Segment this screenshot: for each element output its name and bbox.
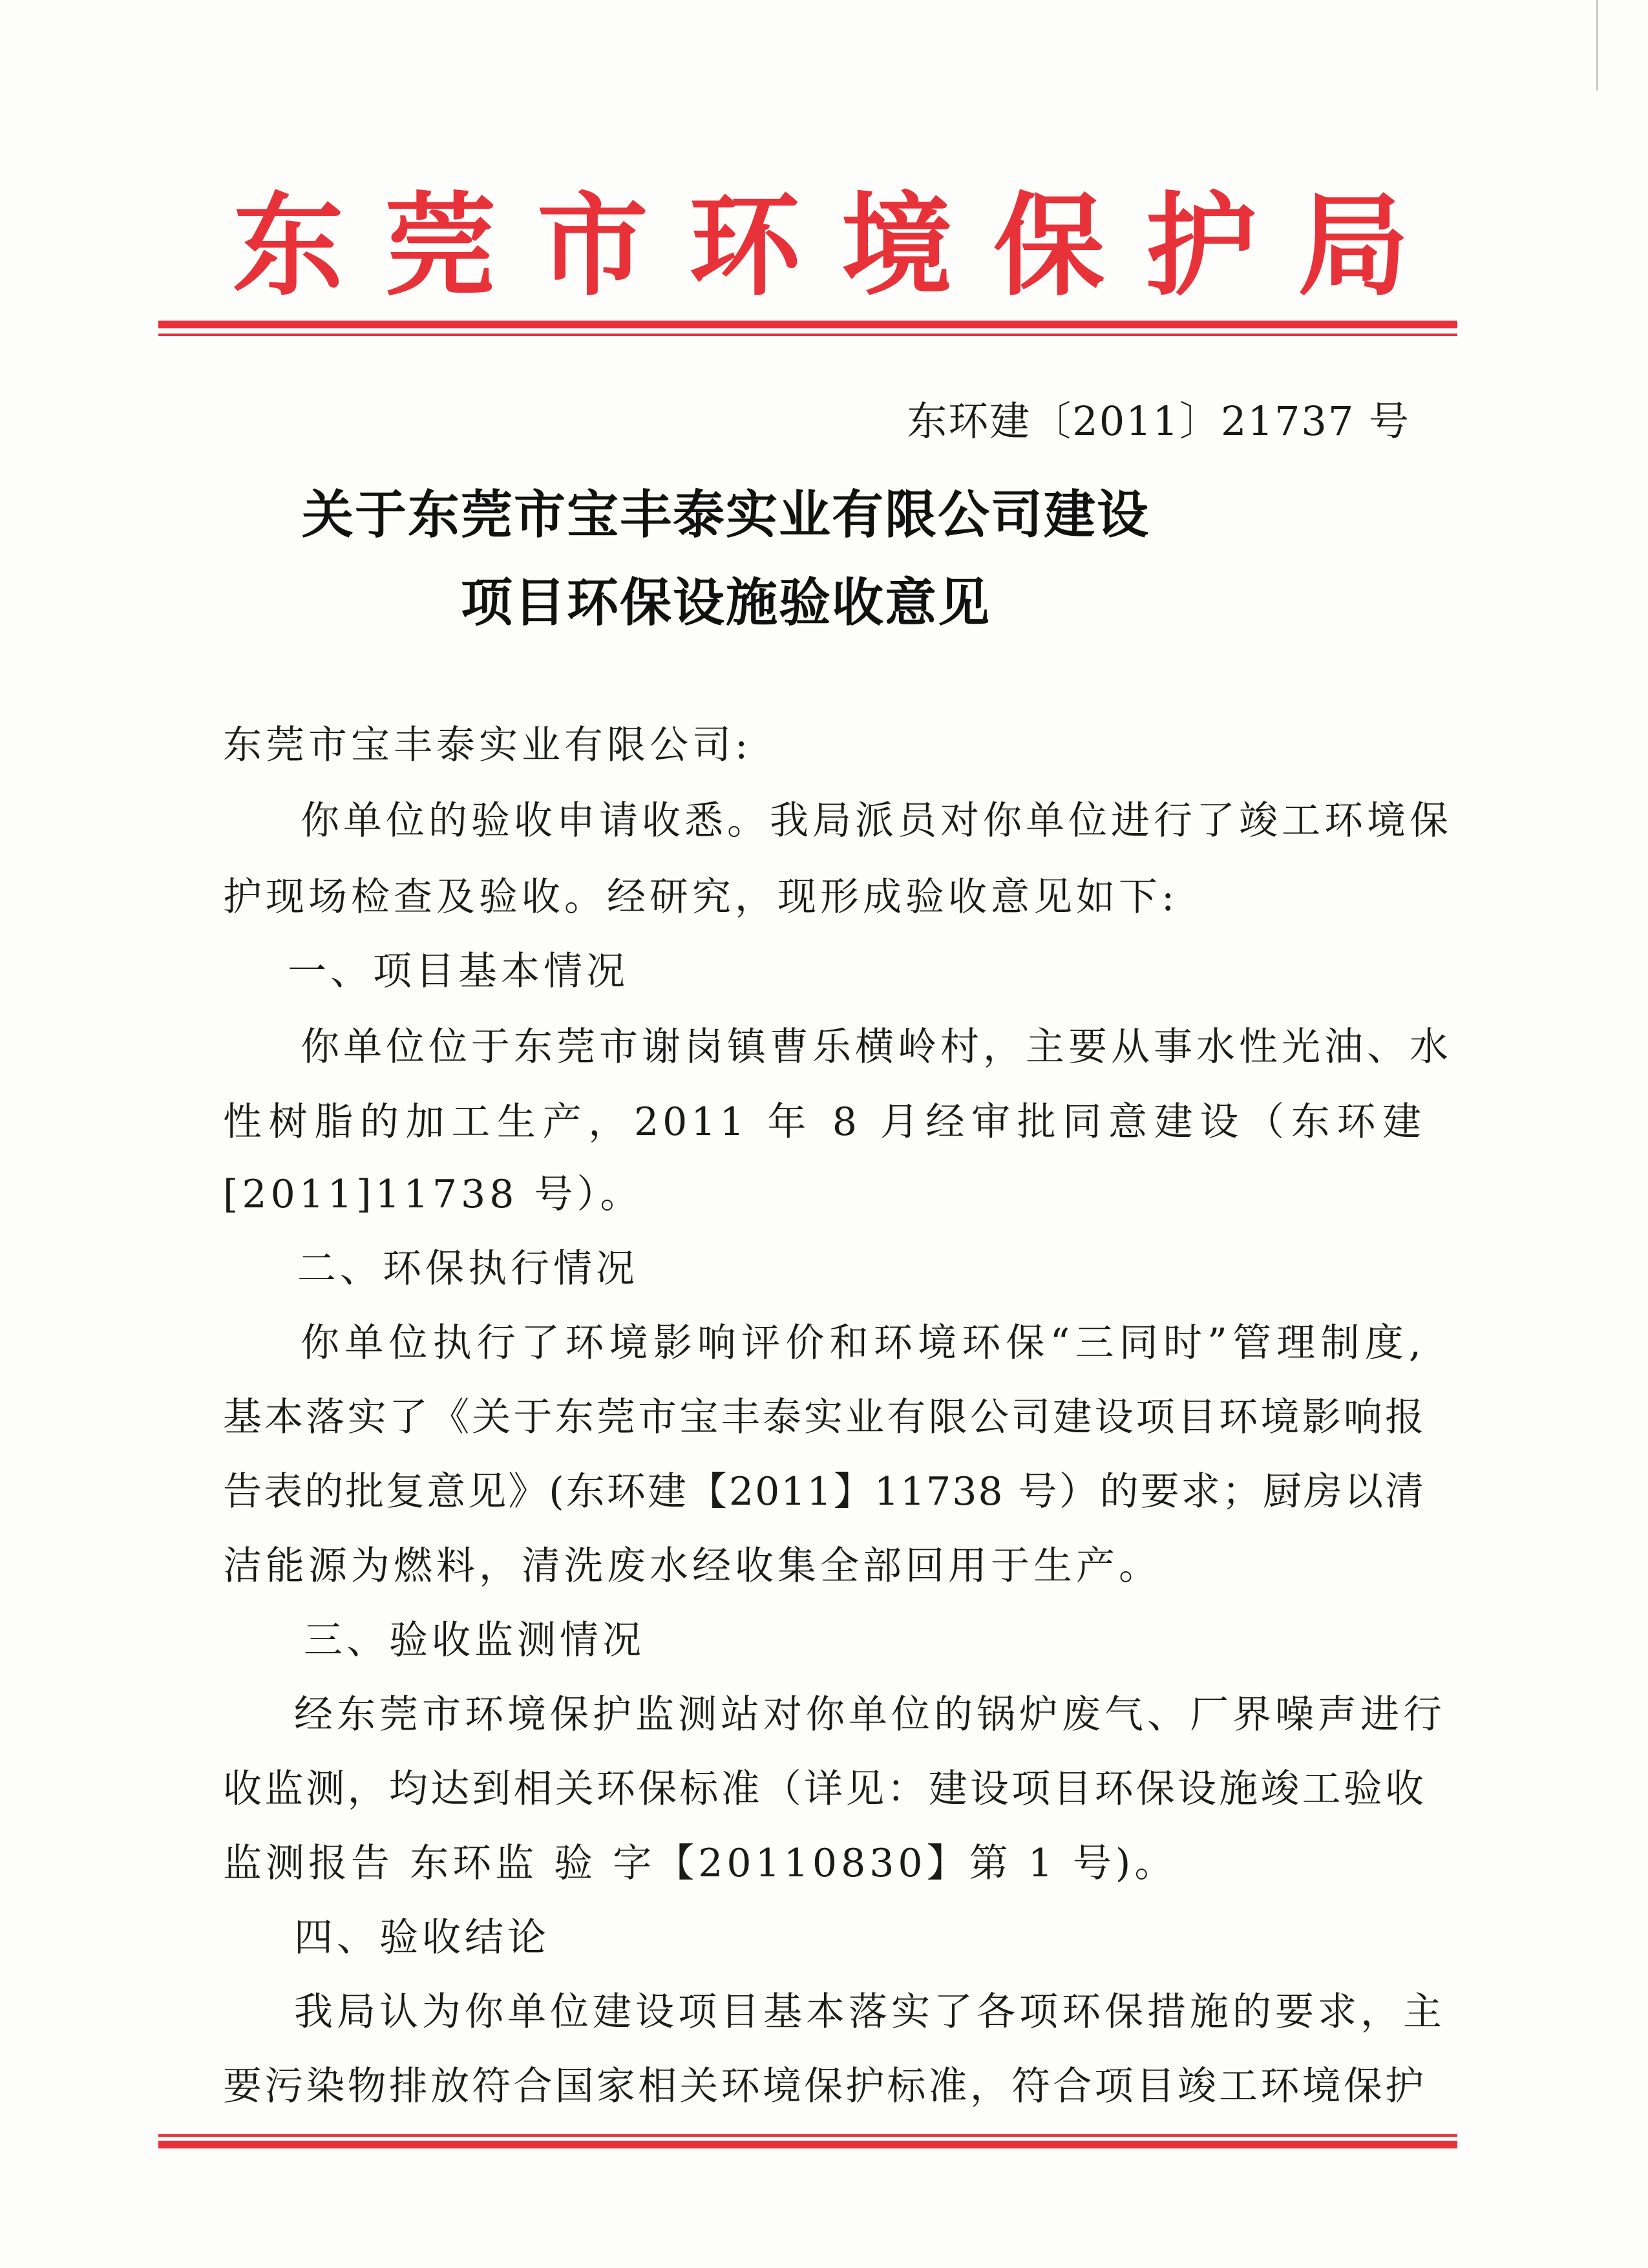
letterhead-char: 局	[1297, 180, 1409, 311]
document-title-line-2: 项目环保设施验收意见	[461, 573, 991, 633]
section-heading-4: 四、验收结论	[294, 1915, 550, 1960]
letterhead-char: 莞	[385, 180, 496, 311]
letterhead-char: 环	[689, 180, 801, 311]
letterhead-char: 护	[1145, 180, 1257, 311]
paragraph-line: 护现场检查及验收。经研究，现形成验收意见如下:	[223, 874, 1179, 920]
section-heading-1: 一、项目基本情况	[288, 949, 629, 994]
footer-rule-thin	[158, 2134, 1457, 2137]
document-number: 东环建〔2011〕21737 号	[907, 397, 1410, 445]
footer-rule-thick	[158, 2141, 1457, 2148]
document-title-line-1: 关于东莞市宝丰泰实业有限公司建设	[302, 485, 1150, 545]
scan-edge-mark	[1596, 0, 1598, 90]
paragraph-line: 洁能源为燃料，清洗废水经收集全部回用于生产。	[223, 1543, 1161, 1589]
letterhead-char: 境	[841, 180, 953, 311]
section-heading-2: 二、环保执行情况	[297, 1246, 639, 1291]
letterhead-rule-thick	[158, 321, 1457, 328]
paragraph-line: 要污染物排放符合国家相关环境保护标准，符合项目竣工环境保护	[223, 2064, 1425, 2109]
paragraph-line: 收监测，均达到相关环保标准（详见：建设项目环保设施竣工验收	[223, 1766, 1425, 1812]
letterhead-char: 东	[233, 180, 344, 311]
agency-letterhead	[233, 175, 1409, 317]
paragraph-line: [2011]11738 号）。	[223, 1172, 643, 1217]
letterhead-char: 保	[993, 180, 1105, 311]
section-heading-3: 三、验收监测情况	[304, 1618, 645, 1663]
paragraph-line: 经东莞市环境保护监测站对你单位的锅炉废气、厂界噪声进行	[294, 1692, 1446, 1737]
letterhead-char: 市	[536, 180, 648, 311]
letterhead-rule-thin	[158, 334, 1457, 336]
paragraph-line: 告表的批复意见》(东环建【2011】11738 号）的要求；厨房以清	[223, 1469, 1425, 1514]
salutation: 东莞市宝丰泰实业有限公司:	[223, 723, 752, 768]
paragraph-line: 你单位位于东莞市谢岗镇曹乐横岭村，主要从事水性光油、水	[301, 1024, 1452, 1070]
paragraph-line: 你单位执行了环境影响评价和环境环保“三同时”管理制度,	[301, 1320, 1425, 1366]
paragraph-line: 我局认为你单位建设项目基本落实了各项环保措施的要求，主	[294, 1989, 1446, 2035]
paragraph-line: 性树脂的加工生产，2011 年 8 月经审批同意建设（东环建	[223, 1099, 1425, 1145]
paragraph-line: 基本落实了《关于东莞市宝丰泰实业有限公司建设项目环境影响报	[223, 1395, 1425, 1440]
paragraph-line: 你单位的验收申请收悉。我局派员对你单位进行了竣工环境保	[301, 798, 1452, 843]
paragraph-line: 监测报告 东环监 验 字【20110830】第 1 号)。	[223, 1841, 1178, 1886]
